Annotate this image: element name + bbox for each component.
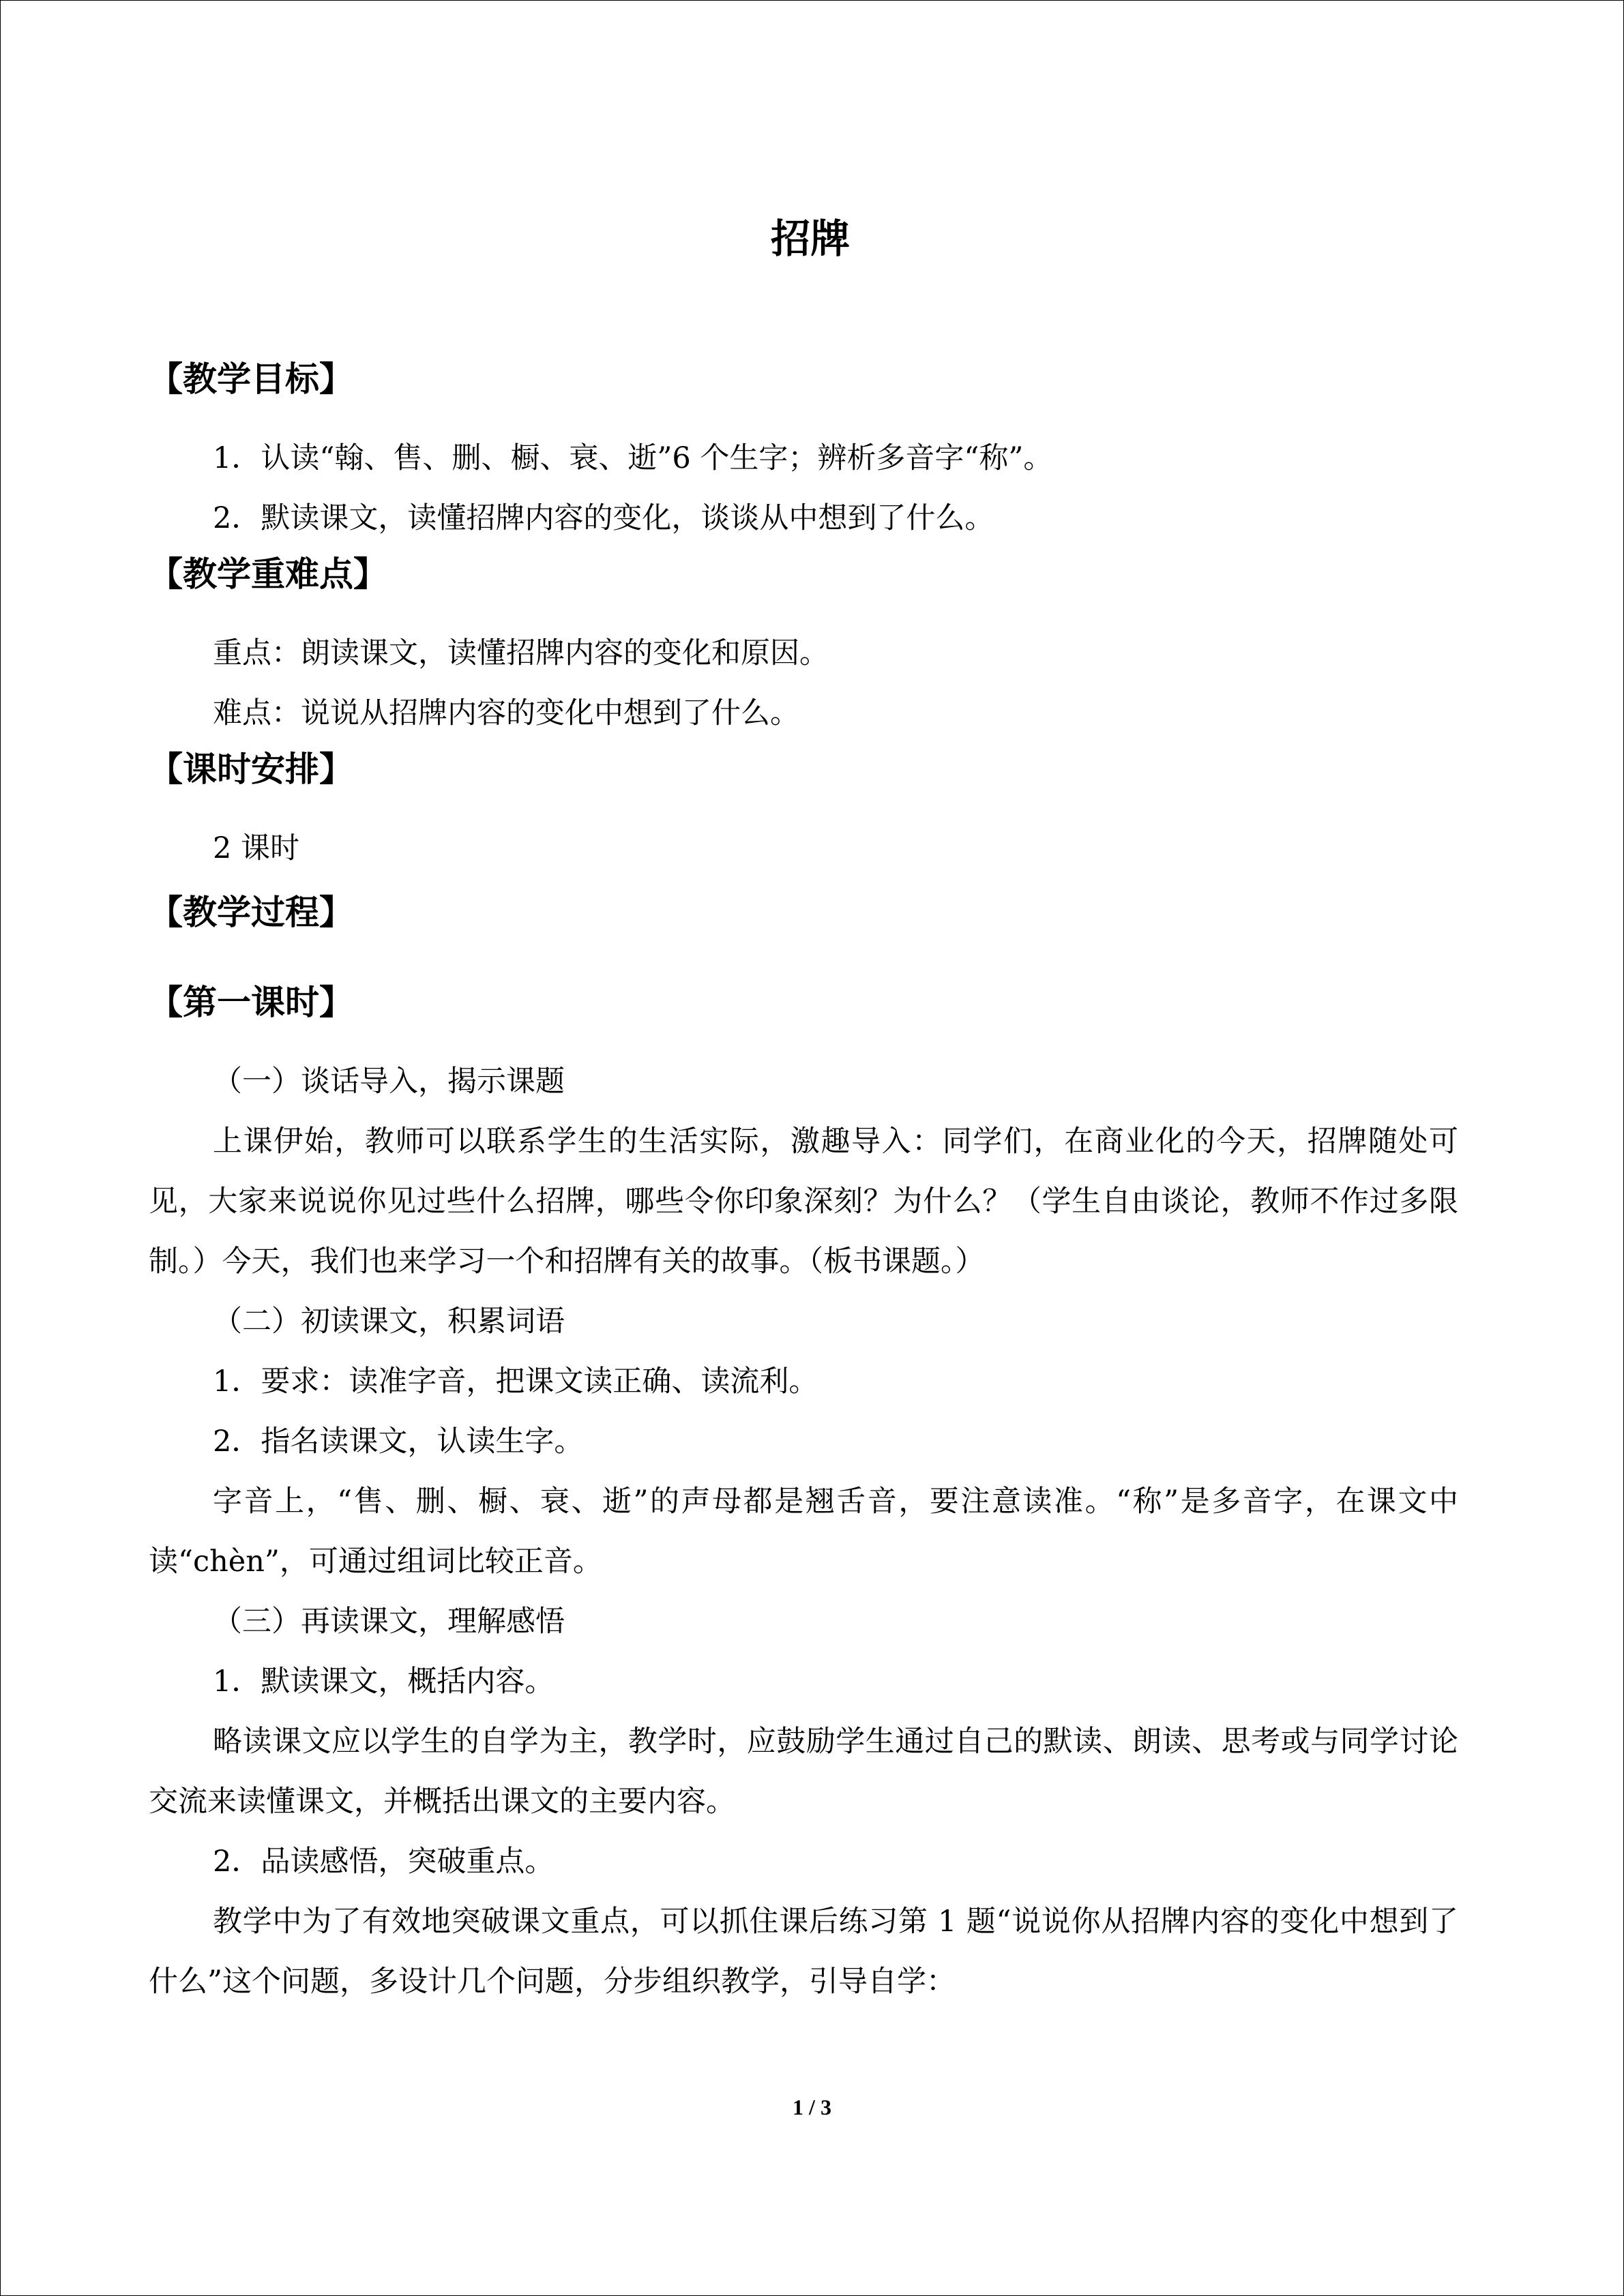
lesson-paragraph: （一）谈话导入，揭示课题 xyxy=(213,1064,565,1099)
document-body xyxy=(149,205,1458,2012)
key-point-item: 难点：说说从招牌内容的变化中想到了什么。 xyxy=(213,696,799,730)
schedule-heading: 【课时安排】 xyxy=(149,749,353,789)
schedule-item: 2 课时 xyxy=(213,831,300,865)
process-heading: 【教学过程】 xyxy=(149,892,353,932)
lesson-paragraph: 字音上，“售、删、橱、衰、逝”的声母都是翘舌音，要注意读准。“称”是多音字，在课文中读“chèn”，可通过组词比较正音。 xyxy=(149,1485,1458,1579)
key-point-item: 重点：朗读课文，读懂招牌内容的变化和原因。 xyxy=(213,636,829,670)
lesson-paragraph: 1．默读课文，概括内容。 xyxy=(213,1665,555,1699)
document-title: 招牌 xyxy=(770,215,850,262)
lesson-paragraph: 上课伊始，教师可以联系学生的生活实际，激趣导入：同学们，在商业化的今天，招牌随处可见，大家来说说你见过些什么招牌，哪些令你印象深刻？为什么？（学生自由谈论，教师不作过多限制。）今天，我们也来学习一个和招牌有关的故事。（板书课题。） xyxy=(149,1124,1458,1279)
objective-item: 2．默读课文，读懂招牌内容的变化，谈谈从中想到了什么。 xyxy=(213,501,994,535)
lesson-paragraph: 2．品读感悟，突破重点。 xyxy=(213,1845,555,1879)
page-number: 1 / 3 xyxy=(793,2095,831,2119)
lesson-paragraph: 教学中为了有效地突破课文重点，可以抓住课后练习第 1 题“说说你从招牌内容的变化中想到了什么”这个问题，多设计几个问题，分步组织教学，引导自学： xyxy=(149,1905,1458,1999)
lesson-paragraph: （二）初读课文，积累词语 xyxy=(213,1304,565,1339)
lesson-paragraph: 2．指名读课文，认读生字。 xyxy=(213,1425,584,1459)
lesson-paragraph: （三）再读课文，理解感悟 xyxy=(213,1605,565,1639)
objectives-heading: 【教学目标】 xyxy=(149,359,353,399)
key-points-heading: 【教学重难点】 xyxy=(149,554,387,594)
objective-item: 1．认读“翰、售、删、橱、衰、逝”6 个生字；辨析多音字“称”。 xyxy=(213,441,1053,475)
lesson-paragraph: 略读课文应以学生的自学为主，教学时，应鼓励学生通过自己的默读、朗读、思考或与同学讨论交流来读懂课文，并概括出课文的主要内容。 xyxy=(149,1725,1458,1819)
lesson-paragraph: 1．要求：读准字音，把课文读正确、读流利。 xyxy=(213,1365,818,1399)
first-lesson-heading: 【第一课时】 xyxy=(149,982,353,1022)
